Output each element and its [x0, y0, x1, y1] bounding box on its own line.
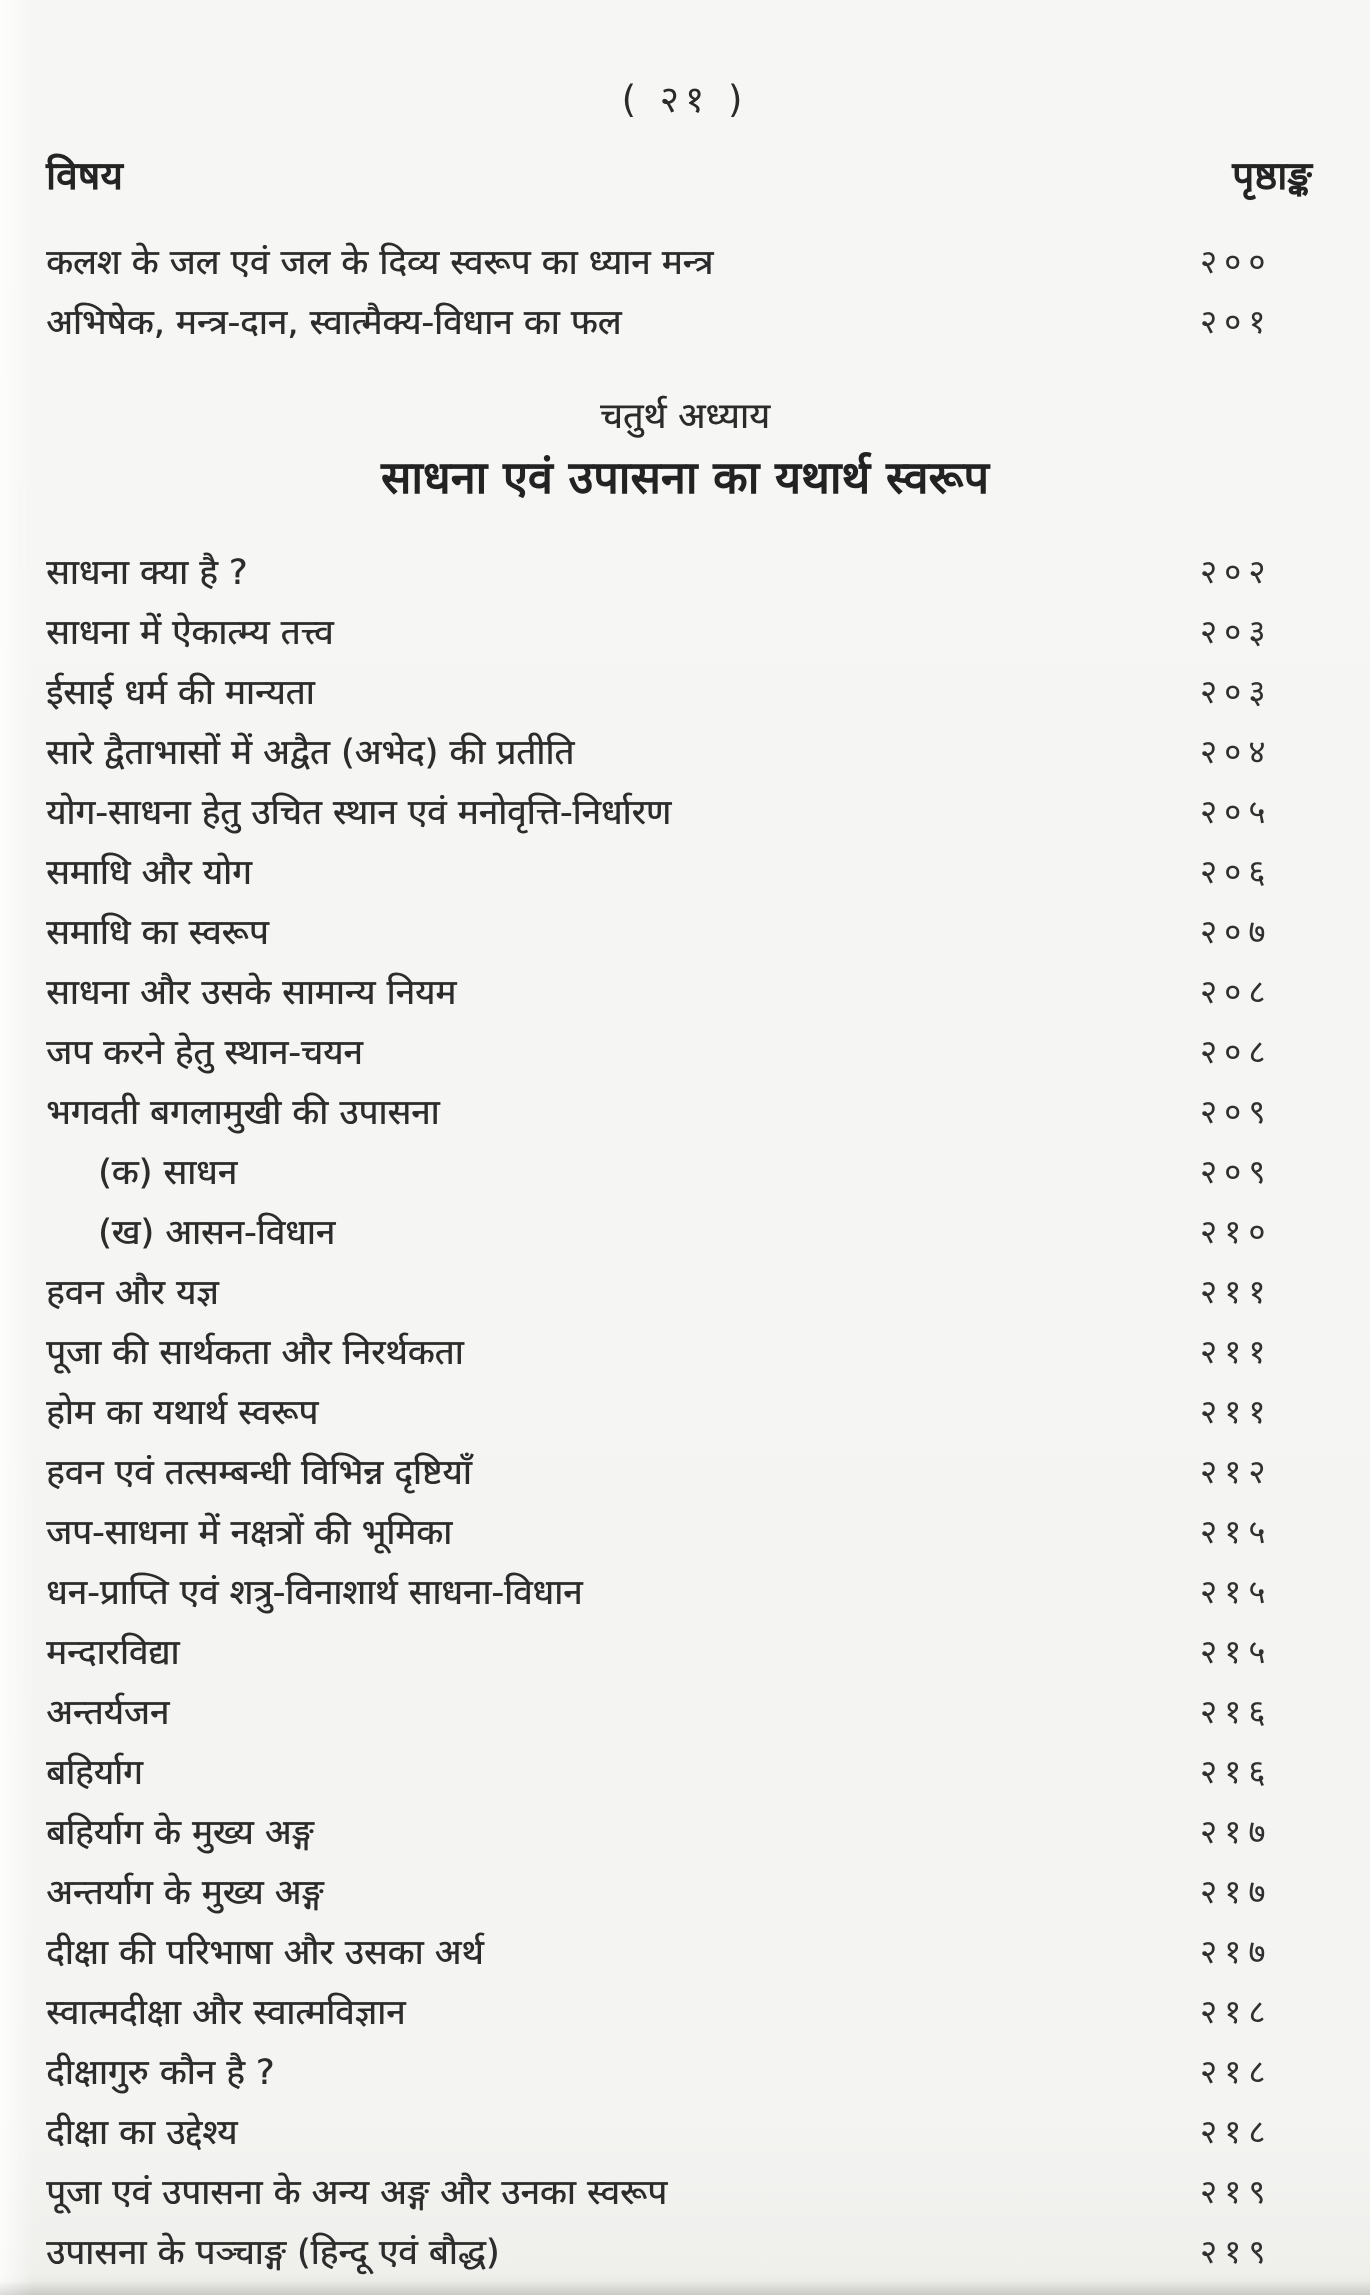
toc-row — [46, 1928, 1312, 1988]
toc-row-title: कलश के जल एवं जल के दिव्य स्वरूप का ध्यान मन्त्र — [46, 243, 714, 283]
toc-row — [46, 908, 1312, 968]
toc-row-page-number: २०४ — [1200, 732, 1273, 771]
toc-row — [46, 848, 1312, 908]
toc-row — [46, 1448, 1312, 1508]
toc-row-page-number: २१८ — [1200, 2052, 1273, 2091]
toc-row-page-number: २१६ — [1200, 1692, 1273, 1731]
toc-row-page-number: २१५ — [1200, 1572, 1273, 1611]
toc-row-page-number: २०३ — [1200, 612, 1273, 651]
toc-row-title: मन्दारविद्या — [46, 1633, 180, 1673]
toc-row — [46, 1328, 1312, 1388]
toc-row — [46, 1148, 1312, 1208]
toc-row-page-number: २१५ — [1200, 1632, 1273, 1671]
toc-row-page-number: २०३ — [1200, 672, 1273, 711]
toc-row — [46, 728, 1312, 788]
toc-row-page-number: २०८ — [1200, 1032, 1273, 1071]
toc-row-page-number: २११ — [1200, 1392, 1273, 1431]
toc-row — [46, 2108, 1312, 2168]
toc-row-page-number: २१९ — [1200, 2172, 1273, 2211]
toc-row — [46, 1088, 1312, 1148]
toc-row-title: पूजा एवं उपासना के अन्य अङ्ग और उनका स्वरूप — [46, 2173, 667, 2213]
toc-row-title: पूजा की सार्थकता और निरर्थकता — [46, 1333, 464, 1373]
toc-row — [46, 548, 1312, 608]
toc-row — [46, 1388, 1312, 1448]
toc-row — [46, 298, 1312, 358]
toc-row — [46, 608, 1312, 668]
toc-row — [46, 1748, 1312, 1808]
toc-row-title: जप-साधना में नक्षत्रों की भूमिका — [46, 1513, 453, 1553]
toc-row — [46, 238, 1312, 298]
toc-row-page-number: २०५ — [1200, 792, 1273, 831]
toc-row — [46, 1628, 1312, 1688]
toc-column-headers — [46, 148, 1312, 201]
toc-row-page-number: २०९ — [1200, 1152, 1273, 1191]
toc-row — [46, 668, 1312, 728]
toc-row-title: धन-प्राप्ति एवं शत्रु-विनाशार्थ साधना-विधान — [46, 1573, 583, 1613]
toc-row-title: अन्तर्याग के मुख्य अङ्ग — [46, 1873, 324, 1913]
toc-row-title: (क) साधन — [98, 1153, 237, 1193]
toc-row-page-number: २०९ — [1200, 1092, 1273, 1131]
column-page-number-label: पृष्ठाङ्क — [1232, 154, 1312, 199]
toc-row-title: बहिर्याग — [46, 1753, 143, 1793]
toc-row-title: ईसाई धर्म की मान्यता — [46, 673, 315, 713]
toc-row-title: साधना में ऐकात्म्य तत्त्व — [46, 613, 334, 653]
toc-row-title: होम का यथार्थ स्वरूप — [46, 1393, 319, 1433]
toc-row-page-number: २१६ — [1200, 1752, 1273, 1791]
toc-row-title: साधना क्या है ? — [46, 553, 248, 593]
toc-row-page-number: २०२ — [1200, 552, 1273, 591]
chapter-kicker: चतुर्थ अध्याय — [600, 396, 770, 437]
toc-row-title: जप करने हेतु स्थान-चयन — [46, 1033, 363, 1073]
toc-row-page-number: २१८ — [1200, 1992, 1273, 2031]
toc-row-page-number: २११ — [1200, 1332, 1273, 1371]
toc-row-title: बहिर्याग के मुख्य अङ्ग — [46, 1813, 314, 1853]
toc-row — [46, 1508, 1312, 1568]
toc-row-page-number: २०८ — [1200, 972, 1273, 1011]
toc-row-title: योग-साधना हेतु उचित स्थान एवं मनोवृत्ति-निर्धारण — [46, 793, 672, 833]
toc-row-page-number: २१७ — [1200, 1872, 1273, 1911]
toc-row-page-number: २१२ — [1200, 1452, 1273, 1491]
toc-row-title: अभिषेक, मन्त्र-दान, स्वात्मैक्य-विधान का फल — [46, 303, 622, 343]
toc-row-title: स्वात्मदीक्षा और स्वात्मविज्ञान — [46, 1993, 406, 2033]
toc-row-title: दीक्षा का उद्देश्य — [46, 2113, 238, 2153]
toc-row — [46, 2228, 1312, 2288]
toc-row — [46, 1568, 1312, 1628]
toc-row-page-number: २०७ — [1200, 912, 1273, 951]
toc-row-page-number: २१९ — [1200, 2232, 1273, 2271]
toc-row-page-number: २१५ — [1200, 1512, 1273, 1551]
toc-row — [46, 968, 1312, 1028]
toc-row — [46, 2168, 1312, 2228]
toc-row — [46, 1868, 1312, 1928]
page-number-header: ( २१ ) — [621, 78, 749, 121]
toc-row-page-number: २०१ — [1200, 302, 1273, 341]
toc-row — [46, 1988, 1312, 2048]
toc-row — [46, 1028, 1312, 1088]
toc-row-title: साधना और उसके सामान्य नियम — [46, 973, 457, 1013]
chapter-title: साधना एवं उपासना का यथार्थ स्वरूप — [380, 451, 990, 504]
toc-row-page-number: २११ — [1200, 1272, 1273, 1311]
toc-row — [46, 2048, 1312, 2108]
toc-list-main — [46, 548, 1312, 2288]
toc-row — [46, 1208, 1312, 1268]
toc-row-page-number: २१० — [1200, 1212, 1273, 1251]
toc-list-top — [46, 238, 1312, 358]
toc-row-page-number: २१८ — [1200, 2112, 1273, 2151]
toc-row-title: दीक्षागुरु कौन है ? — [46, 2053, 275, 2093]
toc-row-title: अन्तर्यजन — [46, 1693, 170, 1733]
toc-row-title: हवन एवं तत्सम्बन्धी विभिन्न दृष्टियाँ — [46, 1453, 472, 1493]
toc-row-page-number: २०० — [1200, 242, 1273, 281]
column-subject-label: विषय — [46, 154, 123, 199]
toc-row — [46, 1688, 1312, 1748]
toc-row-page-number: २१७ — [1200, 1932, 1273, 1971]
toc-row-title: समाधि और योग — [46, 853, 252, 893]
toc-row — [46, 1808, 1312, 1868]
toc-row-title: हवन और यज्ञ — [46, 1273, 219, 1313]
toc-row-page-number: २१७ — [1200, 1812, 1273, 1851]
toc-row-title: समाधि का स्वरूप — [46, 913, 269, 953]
toc-row-title: उपासना के पञ्चाङ्ग (हिन्दू एवं बौद्ध) — [46, 2233, 500, 2273]
toc-row-title: (ख) आसन-विधान — [98, 1213, 336, 1253]
toc-row-page-number: २०६ — [1200, 852, 1273, 891]
toc-row — [46, 1268, 1312, 1328]
toc-row — [46, 788, 1312, 848]
toc-row-title: सारे द्वैताभासों में अद्वैत (अभेद) की प्रतीति — [46, 733, 575, 773]
toc-row-title: भगवती बगलामुखी की उपासना — [46, 1093, 440, 1133]
toc-row-title: दीक्षा की परिभाषा और उसका अर्थ — [46, 1933, 484, 1973]
